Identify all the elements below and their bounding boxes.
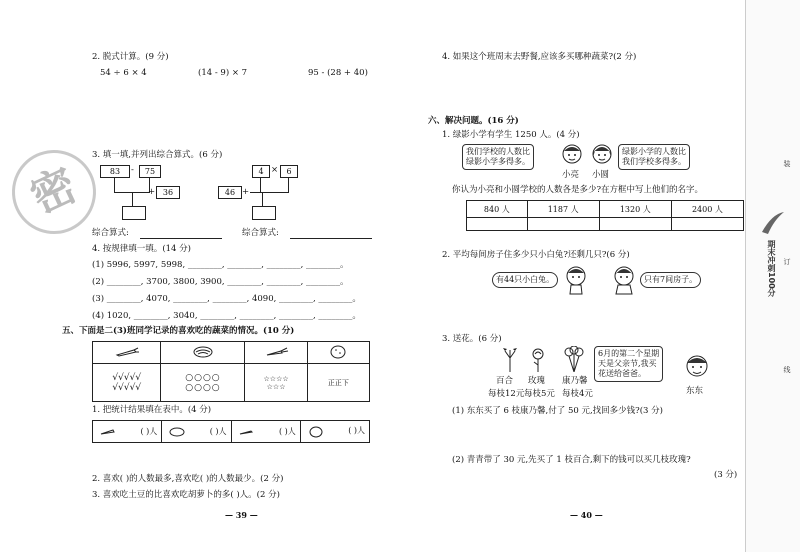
q3a-n3: 36: [156, 186, 180, 199]
q3a-formula-line[interactable]: [140, 238, 222, 239]
q4-row-3[interactable]: (3) ________, 4070, ________, ________, 4090, ________, ________。: [92, 294, 361, 304]
result-potato-label: ( )人: [348, 425, 365, 435]
p3-q2: (2) 青青带了 30 元,先买了 1 枝百合,剩下的钱可以买几枝玫瑰?: [452, 455, 691, 465]
result-potato[interactable]: [300, 421, 369, 443]
boy-icon: [564, 265, 588, 295]
sec6-title: 六、解决问题。(16 分): [428, 116, 519, 126]
q3b-n1: 4: [252, 165, 270, 178]
tally-potato: 正正下: [307, 364, 369, 402]
tally-table: [92, 341, 370, 402]
radish-icon: [245, 342, 307, 364]
p3-q2-score: (3 分): [714, 470, 738, 480]
connector: [262, 193, 263, 206]
result-carrot-label: ( )人: [140, 427, 158, 436]
result-radish-label: ( )人: [278, 427, 296, 436]
tally-radish: ☆☆☆☆ ☆☆☆: [245, 364, 307, 402]
flower-carnation-price: 每枝4元: [562, 389, 593, 399]
q3-title: 3. 填一填,并列出综合算式。(6 分): [92, 150, 223, 160]
carrot-icon: [93, 342, 161, 364]
p1-bubble-xiaoliang: 我们学校的人数比 绿影小学多得多。: [462, 144, 534, 170]
option-1187: 1187 人: [527, 201, 599, 218]
binding-label-2: 订: [783, 258, 791, 265]
cabbage-icon: [168, 426, 186, 438]
connector: [260, 177, 261, 192]
q2-expr-2: (14 - 9) × 7: [198, 68, 248, 78]
q2-title: 2. 脱式计算。(9 分): [92, 52, 169, 62]
girl-icon: [612, 265, 636, 295]
q3b-n2: 6: [280, 165, 298, 178]
option-840: 840 人: [467, 201, 528, 218]
result-carrot[interactable]: [93, 421, 162, 443]
p1-question: 你认为小亮和小圆学校的人数各是多少?在方框中写上他们的名字。: [452, 185, 704, 195]
p3-q1: (1) 东东买了 6 枝康乃馨,付了 50 元,找回多少钱?(3 分): [452, 406, 663, 416]
q2b[interactable]: 2. 喜欢( )的人数最多,喜欢吃( )的人数最少。(2 分): [92, 474, 284, 484]
q3b-op1: ×: [271, 165, 279, 175]
boy-xiaoliang-icon: [560, 143, 584, 169]
p1-options-table: [466, 200, 744, 231]
page-number-40: — 40 —: [570, 510, 603, 520]
q4-title: 4. 按规律填一填。(14 分): [92, 244, 191, 254]
page-number-39: — 39 —: [225, 510, 258, 520]
flower-rose-price: 每枝5元: [524, 389, 555, 399]
p3-title: 3. 送花。(6 分): [442, 334, 502, 344]
result-cabbage[interactable]: [162, 421, 231, 443]
binding-label-3: 线: [783, 366, 791, 373]
connector: [132, 193, 133, 206]
q2-expr-1: 54 ÷ 6 × 4: [100, 68, 147, 78]
q2-expr-3: 95 - (28 + 40): [308, 68, 368, 78]
name-box-3[interactable]: [599, 218, 671, 231]
p3-bubble-dongdong: 6月的第二个星期 天是父亲节,我买 花送给爸爸。: [594, 346, 663, 382]
carnation-icon: [562, 346, 586, 372]
q3a-op1: -: [131, 165, 134, 175]
result-table: [92, 420, 370, 443]
binding-label-1: 装: [783, 160, 791, 167]
q3a-formula-label: 综合算式:: [92, 228, 129, 238]
name-box-4[interactable]: [671, 218, 743, 231]
potato-icon: [307, 342, 369, 364]
brand-title: 期末冲刺100分: [767, 240, 776, 297]
q3b-op2: +: [242, 187, 250, 197]
lily-icon: [500, 348, 520, 372]
p1-title: 1. 绿影小学有学生 1250 人。(4 分): [442, 130, 580, 140]
p1-name-xiaoyuan: 小圆: [592, 170, 610, 180]
q4-row-4[interactable]: (4) 1020, ________, 3040, ________, ________, ________, ________。: [92, 311, 361, 321]
option-1320: 1320 人: [599, 201, 671, 218]
brand-logo-icon: [760, 210, 786, 236]
p1-name-xiaoliang: 小亮: [562, 170, 580, 180]
q3a-n2: 75: [139, 165, 161, 178]
q1-title: 1. 把统计结果填在表中。(4 分): [92, 405, 212, 415]
sec5-title: 五、下面是二(3)班同学记录的喜欢吃的蔬菜的情况。(10 分): [62, 326, 295, 336]
potato-icon: [307, 425, 325, 439]
q3b-answer-box[interactable]: [252, 206, 276, 220]
name-box-1[interactable]: [467, 218, 528, 231]
confidential-stamp: 密: [0, 136, 110, 248]
p2-bubble-houses: 只有7间房子。: [640, 272, 701, 288]
p2-title: 2. 平均每间房子住多少只小白兔?还剩几只?(6 分): [442, 250, 630, 260]
connector: [288, 177, 289, 192]
flower-lily-price: 每枝12元: [488, 389, 525, 399]
q3b-formula-label: 综合算式:: [242, 228, 279, 238]
carrot-icon: [99, 426, 117, 436]
q4-picnic: 4. 如果这个班周末去野餐,应该多买哪种蔬菜?(2 分): [442, 52, 637, 62]
binding-strip: [745, 0, 800, 552]
result-radish[interactable]: [231, 421, 300, 443]
option-2400: 2400 人: [671, 201, 743, 218]
q4-row-1[interactable]: (1) 5996, 5997, 5998, ________, ________, ________, ________。: [92, 260, 349, 270]
cabbage-icon: [161, 342, 245, 364]
p3-name-dongdong: 东东: [686, 386, 704, 396]
flower-rose-name: 玫瑰: [528, 376, 546, 386]
rose-icon: [528, 348, 548, 372]
tally-carrot: √√√√√ √√√√√: [93, 364, 161, 402]
q3a-op2: +: [148, 187, 156, 197]
q3b-formula-line[interactable]: [290, 238, 372, 239]
right-page: [400, 0, 745, 552]
flower-lily-name: 百合: [496, 376, 514, 386]
q3b-n3: 46: [218, 186, 242, 199]
connector: [250, 192, 289, 193]
result-cabbage-label: ( )人: [209, 426, 227, 436]
q3a-n1: 83: [100, 165, 130, 178]
q4-row-2[interactable]: (2) ________, 3700, 3800, 3900, ________, ________, ________。: [92, 277, 349, 287]
p1-bubble-xiaoyuan: 绿影小学的人数比 我们学校多得多。: [618, 144, 690, 170]
p2-bubble-rabbits: 有44只小白兔。: [492, 272, 558, 288]
q3a-answer-box[interactable]: [122, 206, 146, 220]
name-box-2[interactable]: [527, 218, 599, 231]
girl-xiaoyuan-icon: [590, 143, 614, 169]
boy-dongdong-icon: [684, 354, 710, 382]
q3b[interactable]: 3. 喜欢吃土豆的比喜欢吃胡萝卜的多( )人。(2 分): [92, 490, 280, 500]
radish-icon: [238, 426, 256, 436]
connector: [114, 177, 115, 192]
tally-cabbage: ○○○○ ○○○○: [161, 364, 245, 402]
flower-carnation-name: 康乃馨: [562, 376, 588, 386]
